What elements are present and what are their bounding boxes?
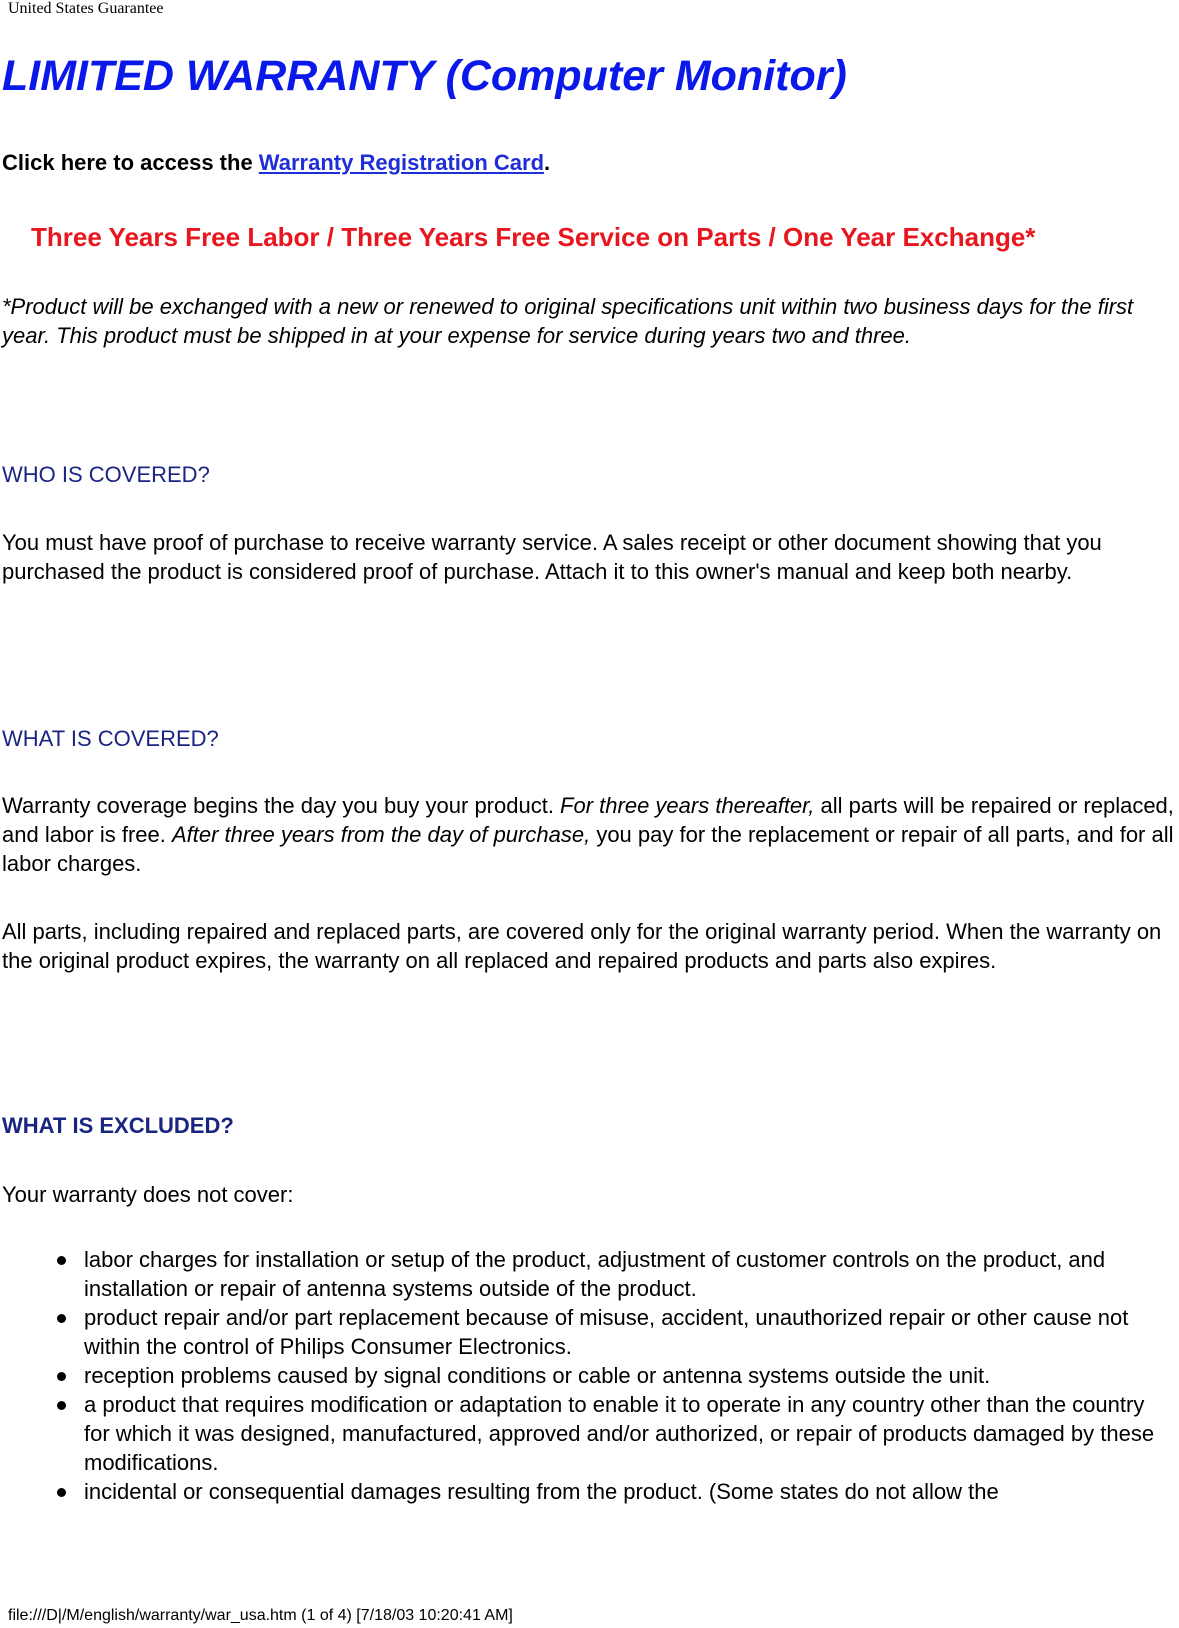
registration-prefix: Click here to access the	[2, 150, 259, 175]
list-item	[2, 1477, 1174, 1506]
exclusions-list	[2, 1245, 1174, 1506]
coverage-highlight: Three Years Free Labor / Three Years Free Service on Parts / One Year Exchange*	[31, 222, 1036, 252]
bullet-icon	[57, 1488, 66, 1497]
print-footer: file:///D|/M/english/warranty/war_usa.htm (1 of 4) [7/18/03 10:20:41 AM]	[8, 1607, 513, 1624]
registration-line	[2, 149, 550, 177]
list-item-text: reception problems caused by signal conditions or cable or antenna systems outside the unit.	[84, 1363, 991, 1388]
what-covered-p1-text-c: you pay for the replacement or repair of all parts, and for all labor charges.	[2, 822, 1174, 876]
what-covered-paragraph-2: All parts, including repaired and replaced parts, are covered only for the original warranty period. When the warranty on the original product expires, the warranty on all replaced and repaired products and parts also expires.	[2, 919, 1162, 973]
what-covered-p1-text-b: all parts will be repaired or replaced, and labor is free.	[2, 793, 1174, 847]
bullet-icon	[57, 1314, 66, 1323]
exchange-footnote: *Product will be exchanged with a new or renewed to original specifications unit within two business days for the first year. This product must be shipped in at your expense for service during years two and three.	[2, 294, 1134, 348]
bullet-icon	[57, 1256, 66, 1265]
list-item	[2, 1361, 1174, 1390]
page-title: LIMITED WARRANTY (Computer Monitor)	[2, 52, 847, 100]
list-item	[2, 1390, 1174, 1477]
what-covered-p1-emphasis-1: For three years thereafter,	[560, 793, 815, 818]
list-item	[2, 1245, 1174, 1303]
who-covered-heading: WHO IS COVERED?	[2, 462, 210, 487]
what-covered-heading: WHAT IS COVERED?	[2, 726, 219, 751]
what-excluded-heading: WHAT IS EXCLUDED?	[2, 1113, 234, 1138]
what-excluded-intro: Your warranty does not cover:	[2, 1182, 294, 1207]
who-covered-text: You must have proof of purchase to receive warranty service. A sales receipt or other document showing that you purchased the product is considered proof of purchase. Attach it to this owner's manual and keep both nearby.	[2, 530, 1102, 584]
list-item-text: incidental or consequential damages resulting from the product. (Some states do not allow the	[84, 1479, 999, 1504]
registration-suffix: .	[544, 150, 551, 175]
list-item-text: product repair and/or part replacement because of misuse, accident, unauthorized repair or other cause not within the control of Philips Consumer Electronics.	[84, 1305, 1129, 1359]
what-covered-p1-emphasis-2: After three years from the day of purchase,	[171, 822, 591, 847]
list-item-text: labor charges for installation or setup of the product, adjustment of customer controls on the product, and installation or repair of antenna systems outside of the product.	[84, 1247, 1106, 1301]
what-covered-p1-text-a: Warranty coverage begins the day you buy your product.	[2, 793, 561, 818]
what-covered-paragraph-1	[2, 791, 1174, 878]
warranty-registration-link[interactable]: Warranty Registration Card	[258, 150, 545, 175]
bullet-icon	[57, 1401, 66, 1410]
list-item-text: a product that requires modification or adaptation to enable it to operate in any country other than the country for which it was designed, manufactured, approved and/or authorized, or repair of products damaged by these modifications.	[84, 1392, 1155, 1475]
list-item	[2, 1303, 1174, 1361]
bullet-icon	[57, 1372, 66, 1381]
print-header: United States Guarantee	[8, 0, 164, 17]
